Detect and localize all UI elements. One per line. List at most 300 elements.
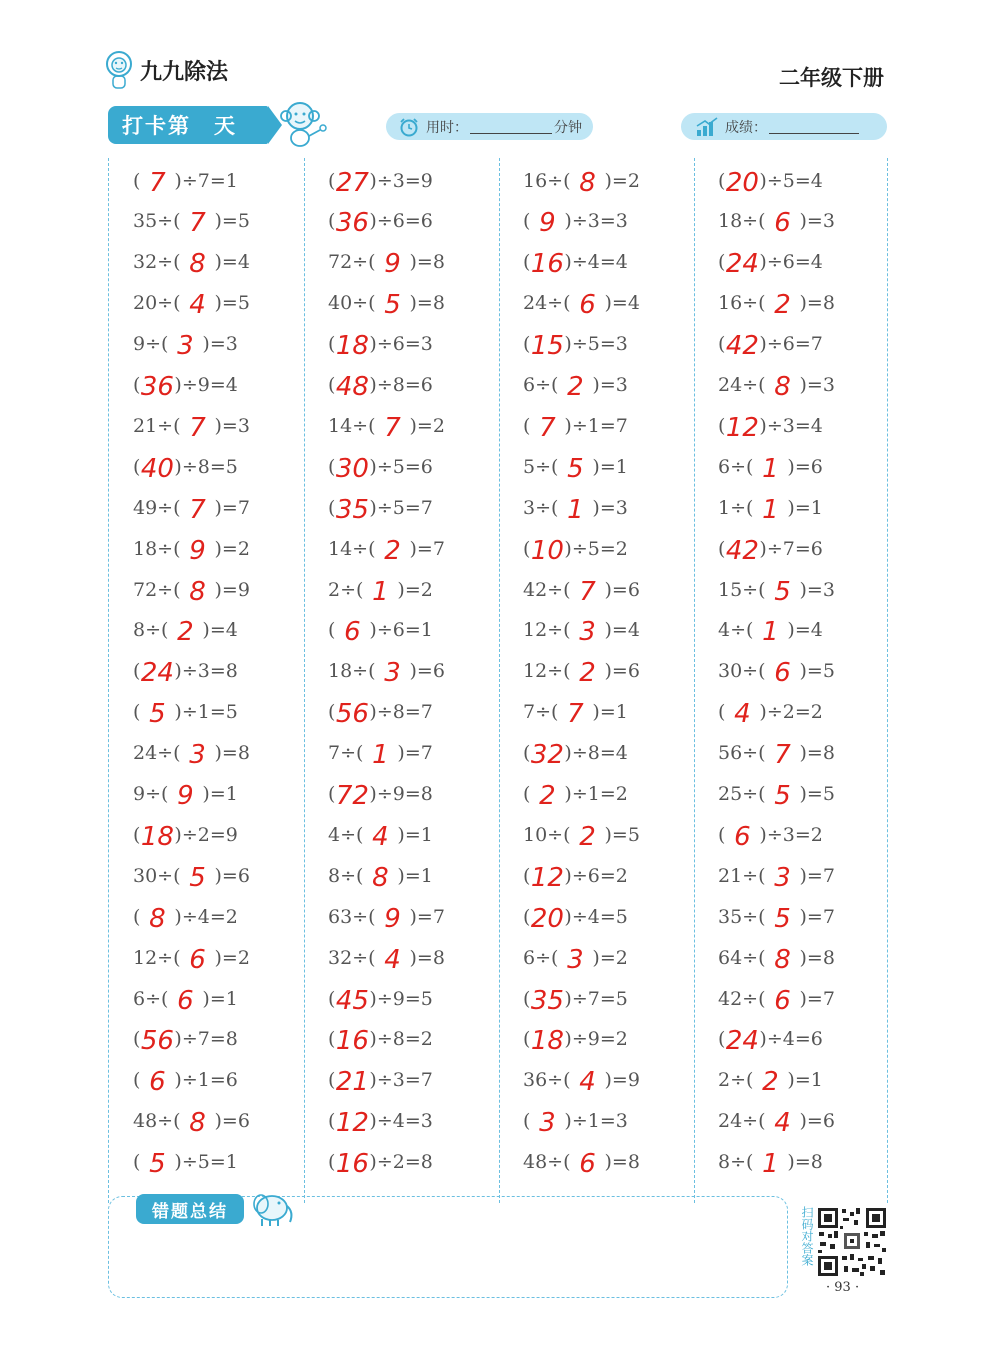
problem-row	[133, 733, 250, 774]
problem-left-text: 12÷(	[523, 660, 571, 683]
problem-right-text: )÷6=6	[369, 210, 433, 233]
problem-row	[718, 1060, 823, 1101]
handwritten-answer[interactable]: 4	[372, 821, 389, 852]
problem-row	[328, 1142, 433, 1183]
handwritten-answer[interactable]: 1	[762, 453, 779, 484]
problem-row	[523, 1060, 640, 1101]
problem-row	[718, 855, 835, 896]
problem-left-text: 4÷(	[328, 823, 364, 846]
problem-right-text: )=7	[799, 905, 835, 928]
problem-left-text: (	[523, 333, 531, 356]
handwritten-answer[interactable]: 18	[530, 1026, 564, 1057]
problem-row	[328, 651, 445, 692]
handwritten-answer[interactable]: 5	[774, 781, 791, 811]
problem-row	[718, 405, 823, 446]
problem-right-text: )÷8=4	[564, 742, 628, 765]
handwritten-answer[interactable]: 3	[774, 862, 791, 893]
problem-row	[328, 733, 433, 774]
problem-row	[133, 896, 238, 937]
handwritten-answer[interactable]: 6	[579, 1149, 596, 1180]
problem-row	[133, 446, 238, 487]
handwritten-answer[interactable]: 6	[774, 658, 791, 689]
handwritten-answer[interactable]: 5	[384, 290, 401, 321]
problem-row	[328, 610, 433, 651]
handwritten-answer[interactable]: 56	[140, 1026, 174, 1057]
problem-row	[328, 446, 433, 487]
problem-right-text: )=4	[787, 619, 823, 642]
problem-right-text: )=5	[604, 823, 640, 846]
problem-row	[133, 1142, 238, 1183]
handwritten-answer[interactable]: 1	[762, 617, 779, 648]
handwritten-answer[interactable]: 3	[384, 658, 401, 689]
problem-left-text: 24÷(	[718, 374, 766, 396]
handwritten-answer[interactable]: 3	[579, 617, 596, 648]
handwritten-answer[interactable]: 16	[335, 1026, 369, 1057]
problem-left-text: 12÷(	[523, 619, 571, 642]
problem-left-text: (	[328, 1151, 336, 1174]
problem-grid	[108, 158, 888, 1203]
problem-right-text: )=6	[799, 1110, 835, 1133]
problem-left-text: (	[133, 905, 141, 928]
problem-left-text: 1÷(	[718, 496, 754, 519]
handwritten-answer[interactable]: 5	[189, 862, 206, 893]
problem-right-text: )=6	[409, 660, 445, 683]
problem-right-text: )=8	[799, 946, 835, 969]
problem-left-text: 5÷(	[523, 455, 559, 478]
problem-right-text: )÷3=7	[369, 1069, 433, 1092]
problem-right-text: )÷4=5	[564, 905, 628, 928]
problem-left-text: 56÷(	[718, 742, 766, 765]
handwritten-answer[interactable]: 1	[762, 494, 779, 525]
problem-row	[133, 1019, 238, 1060]
problem-row	[523, 1101, 628, 1142]
problem-left-text: (	[718, 333, 726, 356]
handwritten-answer[interactable]: 3	[177, 331, 194, 362]
time-pill	[386, 113, 593, 140]
handwritten-answer[interactable]: 36	[335, 208, 369, 239]
handwritten-answer[interactable]: 1	[372, 740, 389, 771]
problem-row	[523, 937, 628, 978]
handwritten-answer[interactable]: 4	[774, 1108, 791, 1139]
problem-row	[718, 937, 835, 978]
problem-row	[718, 242, 823, 283]
problem-right-text: )=1	[397, 823, 433, 846]
problem-left-text: 6÷(	[718, 455, 754, 478]
problem-right-text: )÷4=6	[759, 1028, 823, 1051]
problem-right-text: )=7	[799, 864, 835, 887]
problem-left-text: 12÷(	[133, 946, 181, 969]
problem-right-text: )÷8=2	[369, 1028, 433, 1051]
handwritten-answer[interactable]: 30	[335, 453, 369, 484]
problem-row	[133, 855, 250, 896]
problem-left-text: (	[133, 374, 141, 396]
handwritten-answer[interactable]: 5	[774, 576, 791, 607]
handwritten-answer[interactable]: 12	[335, 1108, 369, 1139]
handwritten-answer[interactable]: 5	[774, 903, 791, 934]
problem-left-text: 6÷(	[523, 946, 559, 969]
problem-right-text: )=8	[799, 742, 835, 765]
handwritten-answer[interactable]: 16	[530, 249, 564, 280]
handwritten-answer[interactable]: 8	[189, 576, 206, 607]
problem-left-text: (	[328, 1028, 336, 1051]
handwritten-answer[interactable]: 8	[579, 167, 596, 198]
handwritten-answer[interactable]: 18	[140, 821, 174, 852]
handwritten-answer[interactable]: 6	[774, 208, 791, 239]
problem-right-text: )÷2=9	[174, 823, 238, 846]
handwritten-answer[interactable]: 1	[762, 1149, 779, 1180]
handwritten-answer[interactable]: 4	[734, 699, 751, 730]
handwritten-answer[interactable]: 7	[189, 494, 206, 525]
handwritten-answer[interactable]: 8	[774, 944, 791, 975]
problem-right-text: )÷9=2	[564, 1028, 628, 1051]
handwritten-answer[interactable]: 21	[335, 1067, 369, 1098]
handwritten-answer[interactable]: 3	[567, 944, 584, 975]
problem-left-text: (	[133, 660, 141, 683]
problem-right-text: )=5	[799, 660, 835, 683]
problem-left-text: 24÷(	[133, 742, 181, 765]
problem-row	[523, 896, 628, 937]
problem-left-text: 18÷(	[328, 660, 376, 683]
problem-right-text: )=7	[214, 496, 250, 519]
problem-right-text: )=2	[214, 537, 250, 560]
handwritten-answer[interactable]: 15	[530, 331, 564, 362]
problem-row	[718, 1019, 823, 1060]
problem-row	[133, 937, 250, 978]
problem-left-text: 24÷(	[523, 292, 571, 315]
problem-left-text: 32÷(	[133, 251, 181, 274]
problem-row	[523, 814, 640, 855]
handwritten-answer[interactable]: 35	[530, 985, 564, 1016]
problem-row	[718, 569, 835, 610]
handwritten-answer[interactable]: 7	[384, 412, 401, 443]
handwritten-answer[interactable]: 72	[335, 781, 369, 811]
problem-right-text: )÷1=7	[564, 414, 628, 437]
handwritten-answer[interactable]: 1	[567, 494, 584, 525]
problem-right-text: )=8	[604, 1151, 640, 1174]
problem-right-text: )=3	[592, 496, 628, 519]
handwritten-answer[interactable]: 24	[140, 658, 174, 689]
problem-right-text: )÷4=3	[369, 1110, 433, 1133]
handwritten-answer[interactable]: 8	[189, 1108, 206, 1139]
handwritten-answer[interactable]: 6	[344, 617, 361, 648]
problem-row	[523, 283, 640, 324]
problem-row	[133, 283, 250, 324]
handwritten-answer[interactable]: 2	[579, 821, 596, 852]
problem-left-text: (	[523, 783, 531, 805]
problem-left-text: 64÷(	[718, 946, 766, 969]
problem-row	[328, 487, 433, 528]
problem-left-text: (	[328, 210, 336, 233]
problem-right-text: )÷6=2	[564, 864, 628, 887]
problem-right-text: )=1	[592, 455, 628, 478]
problem-left-text: 25÷(	[718, 783, 766, 805]
problem-row	[523, 405, 628, 446]
problem-right-text: )÷1=2	[564, 783, 628, 805]
problem-right-text: )÷8=6	[369, 374, 433, 396]
problem-row	[133, 242, 250, 283]
handwritten-answer[interactable]: 6	[189, 944, 206, 975]
problem-row	[328, 242, 445, 283]
handwritten-answer[interactable]: 9	[177, 781, 194, 811]
problem-right-text: )=8	[409, 251, 445, 274]
problem-right-text: )÷8=7	[369, 701, 433, 724]
problem-row	[523, 569, 640, 610]
problem-left-text: (	[523, 1110, 531, 1133]
problem-left-text: 2÷(	[718, 1069, 754, 1092]
problem-row	[133, 1101, 250, 1142]
handwritten-answer[interactable]: 3	[539, 1108, 556, 1139]
handwritten-answer[interactable]: 3	[189, 740, 206, 771]
clock-icon	[398, 117, 420, 137]
problem-left-text: 10÷(	[523, 823, 571, 846]
problem-row	[133, 365, 238, 406]
problem-row	[523, 446, 628, 487]
problem-right-text: )÷6=1	[369, 619, 433, 642]
problem-right-text: )=1	[787, 1069, 823, 1092]
problem-left-text: (	[523, 742, 531, 765]
problem-right-text: )=1	[787, 496, 823, 519]
handwritten-answer[interactable]: 6	[734, 821, 751, 852]
handwritten-answer[interactable]: 5	[149, 699, 166, 730]
problem-right-text: )÷1=3	[564, 1110, 628, 1133]
problem-right-text: )=1	[202, 987, 238, 1010]
handwritten-answer[interactable]: 48	[335, 372, 369, 402]
problem-row	[133, 1060, 238, 1101]
handwritten-answer[interactable]: 6	[579, 290, 596, 321]
problem-right-text: )÷1=5	[174, 701, 238, 724]
mistake-summary-label: 错题总结	[152, 1201, 228, 1222]
handwritten-answer[interactable]: 2	[567, 372, 584, 402]
handwritten-answer[interactable]: 8	[372, 862, 389, 893]
handwritten-answer[interactable]: 2	[579, 658, 596, 689]
handwritten-answer[interactable]: 9	[384, 249, 401, 280]
handwritten-answer[interactable]: 18	[335, 331, 369, 362]
handwritten-answer[interactable]: 4	[384, 944, 401, 975]
problem-left-text: 21÷(	[133, 414, 181, 437]
problem-right-text: )=3	[592, 374, 628, 396]
handwritten-answer[interactable]: 7	[539, 412, 556, 443]
problem-left-text: 49÷(	[133, 496, 181, 519]
problem-row	[133, 160, 238, 201]
problem-row	[523, 651, 640, 692]
problem-left-text: (	[133, 701, 141, 724]
problem-right-text: )=9	[604, 1069, 640, 1092]
problem-right-text: )=8	[214, 742, 250, 765]
handwritten-answer[interactable]: 7	[189, 412, 206, 443]
problem-left-text: (	[133, 455, 141, 478]
problem-left-text: (	[328, 1069, 336, 1092]
problem-right-text: )÷7=8	[174, 1028, 238, 1051]
problem-left-text: 18÷(	[718, 210, 766, 233]
problem-left-text: (	[328, 496, 336, 519]
problem-right-text: )÷9=8	[369, 783, 433, 805]
problem-right-text: )=3	[202, 333, 238, 356]
handwritten-answer[interactable]: 7	[774, 740, 791, 771]
handwritten-answer[interactable]: 32	[530, 740, 564, 771]
column-divider	[499, 158, 500, 1203]
handwritten-answer[interactable]: 1	[372, 576, 389, 607]
problem-row	[523, 242, 628, 283]
problem-row	[718, 774, 835, 815]
problem-left-text: 14÷(	[328, 537, 376, 560]
problem-row	[718, 365, 835, 406]
handwritten-answer[interactable]: 7	[579, 576, 596, 607]
checkin-banner	[108, 106, 268, 144]
problem-row	[328, 978, 433, 1019]
handwritten-answer[interactable]: 16	[335, 1149, 369, 1180]
problem-left-text: (	[328, 701, 336, 724]
problem-right-text: )=1	[202, 783, 238, 805]
problem-row	[523, 978, 628, 1019]
problem-row	[328, 692, 433, 733]
problem-row	[133, 651, 238, 692]
problem-left-text: 6÷(	[523, 374, 559, 396]
handwritten-answer[interactable]: 4	[579, 1067, 596, 1098]
handwritten-answer[interactable]: 20	[725, 167, 759, 198]
handwritten-answer[interactable]: 12	[530, 862, 564, 893]
handwritten-answer[interactable]: 56	[335, 699, 369, 730]
scan-answers-text: 扫码对答案	[800, 1206, 814, 1266]
problem-right-text: )÷9=4	[174, 374, 238, 396]
problem-row	[718, 978, 835, 1019]
handwritten-answer[interactable]: 9	[189, 535, 206, 566]
problem-left-text: (	[328, 1110, 336, 1133]
handwritten-answer[interactable]: 8	[774, 372, 791, 402]
handwritten-answer[interactable]: 2	[539, 781, 556, 811]
problem-row	[133, 201, 250, 242]
time-blank[interactable]	[470, 120, 552, 134]
problem-row	[718, 487, 823, 528]
column-divider	[304, 158, 305, 1203]
handwritten-answer[interactable]: 6	[774, 985, 791, 1016]
problem-row	[523, 610, 640, 651]
problem-row	[133, 814, 238, 855]
problem-right-text: )÷7=5	[564, 987, 628, 1010]
handwritten-answer[interactable]: 7	[149, 167, 166, 198]
problem-row	[718, 814, 823, 855]
mistake-summary-tag	[136, 1194, 244, 1224]
problem-row	[328, 896, 445, 937]
handwritten-answer[interactable]: 2	[774, 290, 791, 321]
handwritten-answer[interactable]: 6	[149, 1067, 166, 1098]
problem-left-text: 42÷(	[523, 578, 571, 601]
handwritten-answer[interactable]: 6	[177, 985, 194, 1016]
problem-left-text: 72÷(	[328, 251, 376, 274]
problem-right-text: )=2	[214, 946, 250, 969]
problem-left-text: (	[133, 1028, 141, 1051]
problem-left-text: (	[523, 210, 531, 233]
problem-row	[523, 324, 628, 365]
handwritten-answer[interactable]: 8	[189, 249, 206, 280]
problem-left-text: (	[523, 987, 531, 1010]
handwritten-answer[interactable]: 2	[384, 535, 401, 566]
problem-right-text: )=2	[409, 414, 445, 437]
handwritten-answer[interactable]: 7	[567, 699, 584, 730]
problem-right-text: )÷4=4	[564, 251, 628, 274]
handwritten-answer[interactable]: 24	[725, 1026, 759, 1057]
handwritten-answer[interactable]: 45	[335, 985, 369, 1016]
problem-row	[718, 201, 835, 242]
handwritten-answer[interactable]: 9	[384, 903, 401, 934]
problem-row	[133, 405, 250, 446]
problem-right-text: )=7	[397, 742, 433, 765]
problem-right-text: )=8	[799, 292, 835, 315]
problem-right-text: )÷3=3	[564, 210, 628, 233]
handwritten-answer[interactable]: 5	[567, 453, 584, 484]
handwritten-answer[interactable]: 2	[177, 617, 194, 648]
problem-left-text: (	[718, 251, 726, 274]
problem-right-text: )=6	[214, 1110, 250, 1133]
problem-left-text: 40÷(	[328, 292, 376, 315]
problem-left-text: 3÷(	[523, 496, 559, 519]
problem-left-text: (	[328, 169, 336, 192]
problem-left-text: 24÷(	[718, 1110, 766, 1133]
handwritten-answer[interactable]: 8	[149, 903, 166, 934]
problem-right-text: )÷3=4	[759, 414, 823, 437]
handwritten-answer[interactable]: 27	[335, 167, 369, 198]
problem-row	[523, 1019, 628, 1060]
problem-right-text: )=6	[214, 864, 250, 887]
problem-left-text: (	[523, 905, 531, 928]
problem-left-text: (	[718, 1028, 726, 1051]
problem-left-text: 35÷(	[133, 210, 181, 233]
handwritten-answer[interactable]: 42	[725, 331, 759, 362]
problem-left-text: (	[718, 701, 726, 724]
handwritten-answer[interactable]: 4	[189, 290, 206, 321]
chart-icon	[695, 116, 719, 138]
handwritten-answer[interactable]: 36	[140, 372, 174, 402]
handwritten-answer[interactable]: 5	[149, 1149, 166, 1180]
problem-row	[328, 937, 445, 978]
problem-right-text: )=4	[604, 292, 640, 315]
problem-row	[328, 1101, 433, 1142]
handwritten-answer[interactable]: 24	[725, 249, 759, 280]
problem-right-text: )÷9=5	[369, 987, 433, 1010]
problem-row	[328, 774, 433, 815]
handwritten-answer[interactable]: 9	[539, 208, 556, 239]
handwritten-answer[interactable]: 12	[725, 412, 759, 443]
score-blank[interactable]	[769, 120, 859, 134]
score-pill	[681, 113, 887, 140]
problem-right-text: )=9	[214, 578, 250, 601]
problem-left-text: 7÷(	[328, 742, 364, 765]
problem-left-text: 8÷(	[328, 864, 364, 887]
problem-left-text: (	[133, 1069, 141, 1092]
problem-row	[328, 201, 433, 242]
handwritten-answer[interactable]: 40	[140, 453, 174, 484]
handwritten-answer[interactable]: 42	[725, 535, 759, 566]
score-label: 成绩：	[725, 119, 767, 136]
problem-left-text: 9÷(	[133, 333, 169, 356]
problem-right-text: )=4	[214, 251, 250, 274]
handwritten-answer[interactable]: 10	[530, 535, 564, 566]
problem-left-text: 8÷(	[133, 619, 169, 642]
problem-left-text: (	[328, 374, 336, 396]
problem-right-text: )=8	[409, 946, 445, 969]
handwritten-answer[interactable]: 2	[762, 1067, 779, 1098]
problem-left-text: 7÷(	[523, 701, 559, 724]
monkey-icon	[276, 98, 328, 148]
handwritten-answer[interactable]: 20	[530, 903, 564, 934]
handwritten-answer[interactable]: 35	[335, 494, 369, 525]
page-header-left	[104, 50, 228, 90]
problem-right-text: )÷3=2	[759, 823, 823, 846]
problem-left-text: 9÷(	[133, 783, 169, 805]
qr-code-icon[interactable]	[816, 1206, 888, 1278]
handwritten-answer[interactable]: 7	[189, 208, 206, 239]
problem-left-text: (	[523, 864, 531, 887]
problem-right-text: )=5	[214, 292, 250, 315]
